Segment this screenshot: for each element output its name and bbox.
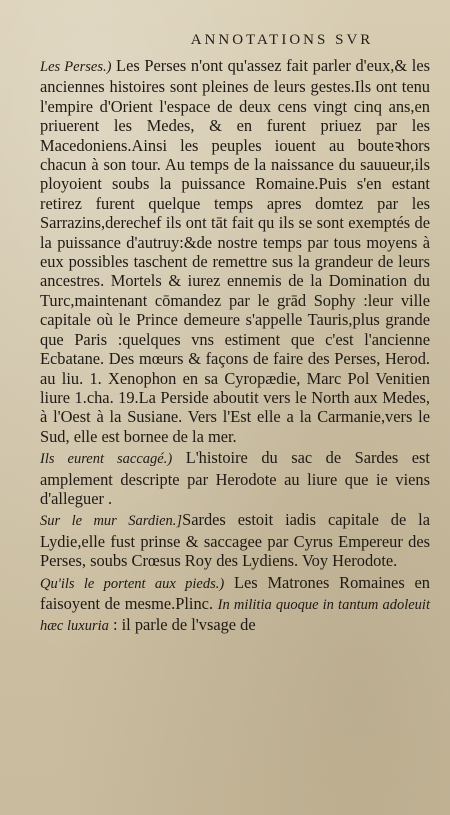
annotation-lemma: Ils eurent saccagé.) — [40, 451, 173, 468]
annotation-body: L'histoire du sac de Sardes est amplement descripte par Herodote au liure que ie viens d'alleguer . — [40, 448, 430, 508]
annotation-lemma: Sur le mur Sardien.] — [40, 513, 183, 530]
annotation-pieds — [22, 573, 430, 637]
annotation-perses — [22, 56, 430, 446]
annotation-lemma: Qu'ils le portent aux pieds.) — [40, 575, 225, 592]
running-head: ANNOTATIONS SVR — [190, 32, 374, 48]
annotation-body: Les Matrones Romaines en faisoyent de mesme.Plinc. — [40, 572, 430, 613]
annotation-saccage — [22, 448, 430, 508]
annotation-body: Sardes estoit iadis capitale de la Lydie,elle fust prinse & saccagee par Cyrus Empereur des Perses, soubs Crœsus Roy des Lydiens. Voy Herodote. — [40, 510, 430, 571]
latin-quote: In militia quoque in tantum adoleuit hæc luxuria — [40, 596, 430, 635]
annotation-tail: : il parle de l'vsage de — [108, 615, 256, 635]
annotation-mur-sardien — [22, 510, 430, 570]
annotation-lemma: Les Perses.) — [40, 59, 112, 75]
annotation-body: Les Perses n'ont qu'assez fait parler d'eux,& les anciennes histoires sont pleines de leurs gestes.Ils ont tenu l'empire d'Orient l'espace de deux cens vingt cinq ans,en priuerent les Medes, & en furent priuez par les Macedoniens.Ainsi les peuples iouent au bouteꝛhors chacun à son tour. Au temps de la naissance du sauueur,ils ployoient soubs la puissance Romaine.Puis s'en estant retirez furent quelque temps apres domtez par les Sarrazins,derechef ils ont tāt fait qu ils se sont exemptés de la puissance d'autruy:&de nostre temps par tous moyens à eux possibles taschent de remettre sus la grandeur de leurs ancestres. Mortels & iurez ennemis de la Domination du Turc,maintenant cōmandez par le grād Sophy :leur ville capitale où le Prince demeure s'appelle Tauris,plus grande que Paris :quelques vns estiment que c'est l'ancienne Ecbatane. Des mœurs & façons de faire des Perses, Herod. au liu. 1. Xenophon en sa Cyropædie, Marc Pol Venitien liure 1.cha. 19.La Perside aboutit vers le North aux Medes, à l'Oest à la Susiane. Vers l'Est elle a la Carmanie,vers le Sud, elle est bornee de la mer. — [40, 56, 430, 446]
